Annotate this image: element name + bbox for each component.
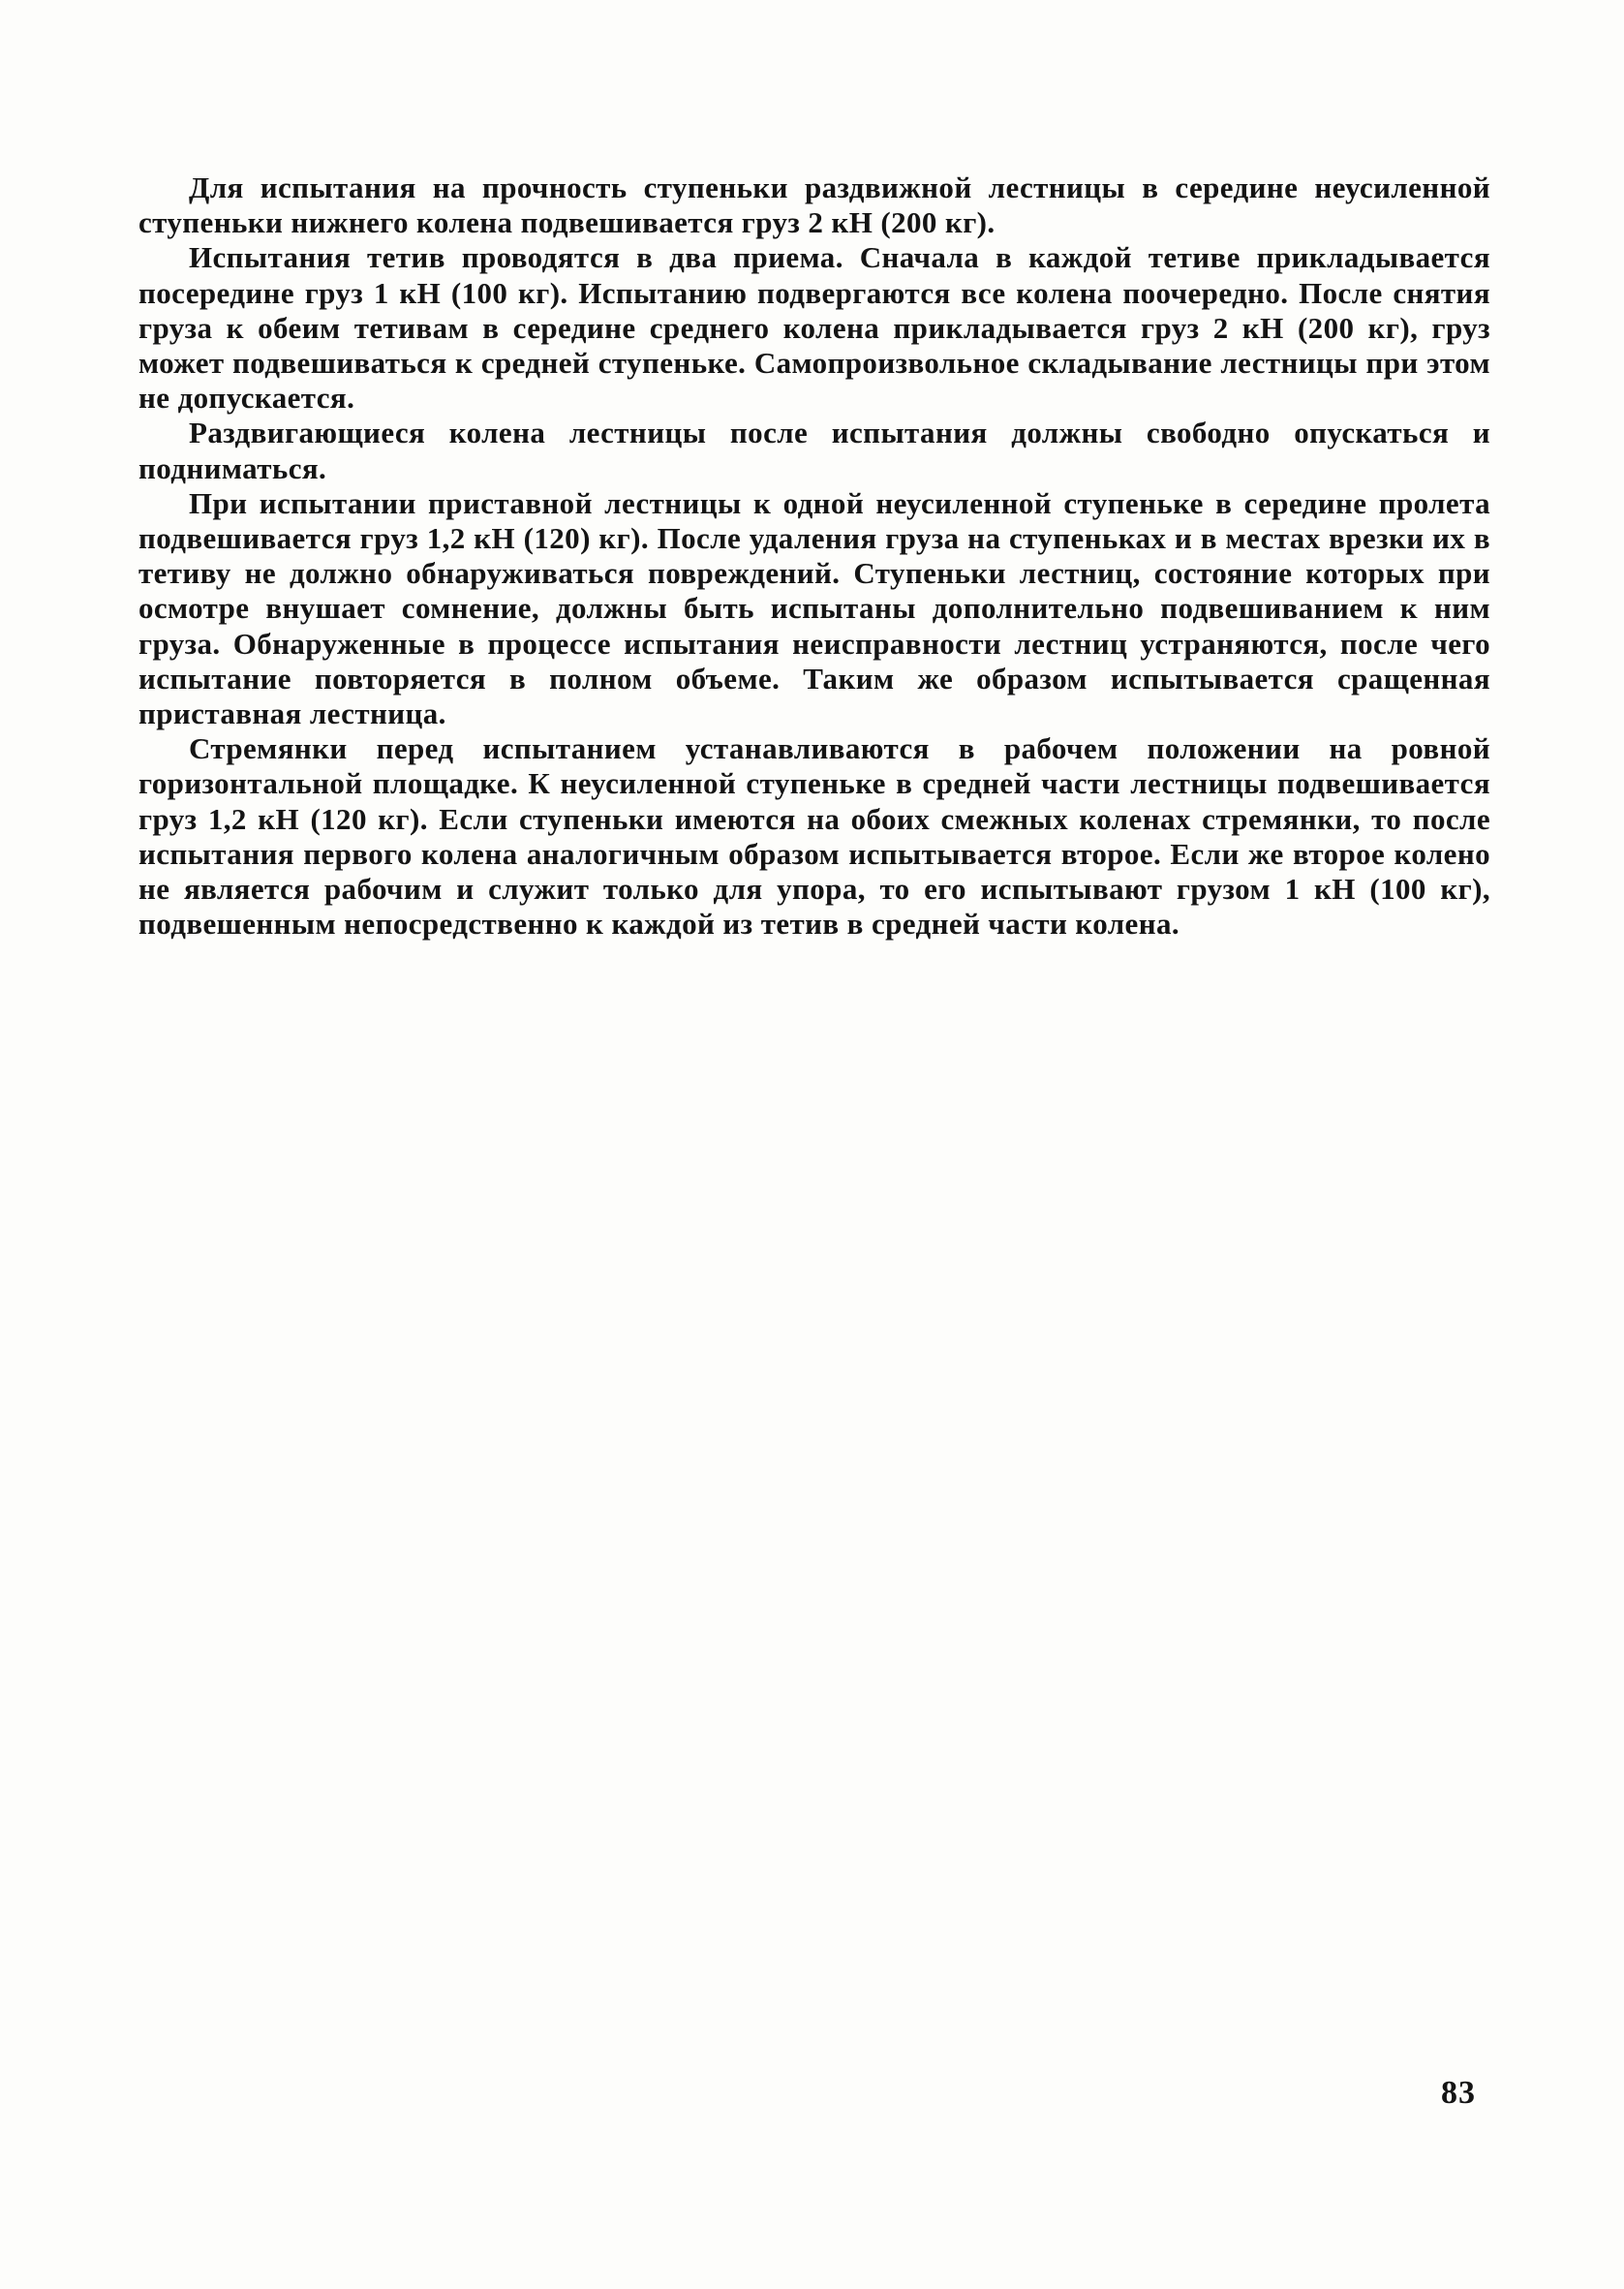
body-text	[138, 170, 1490, 942]
paragraph-leaning-ladder-test: При испытании приставной лестницы к одной неусиленной ступеньке в середине пролета подвешивается груз 1,2 кН (120) кг). После удаления груза на ступеньках и в местах врезки их в тетиву не должно обнаруживаться повреждений. Ступеньки лестниц, состояние которых при осмотре внушает сомнение, должны быть испытаны дополнительно подвешиванием к ним груза. Обнаруженные в процессе испытания неисправности лестниц устраняются, после чего испытание повторяется в полном объеме. Таким же образом испытывается сращенная приставная лестница.	[138, 485, 1490, 731]
paragraph-stringer-test: Испытания тетив проводятся в два приема. Сначала в каждой тетиве прикладывается посередине груз 1 кН (100 кг). Испытанию подвергаются все колена поочередно. После снятия груза к обеим тетивам в середине среднего колена прикладывается груз 2 кН (200 кг), груз может подвешиваться к средней ступеньке. Самопроизвольное складывание лестницы при этом не допускается.	[138, 240, 1490, 416]
paragraph-extension-sections: Раздвигающиеся колена лестницы после испытания должны свободно опускаться и подниматься.	[138, 416, 1490, 485]
paragraph-step-test: Для испытания на прочность ступеньки раздвижной лестницы в середине неусиленной ступеньки нижнего колена подвешивается груз 2 кН (200 кг).	[138, 170, 1490, 240]
paragraph-stepladder-test: Стремянки перед испытанием устанавливаются в рабочем положении на ровной горизонтальной площадке. К неусиленной ступеньке в средней части лестницы подвешивается груз 1,2 кН (120 кг). Если ступеньки имеются на обоих смежных коленах стремянки, то после испытания первого колена аналогичным образом испытывается второе. Если же второе колено не является рабочим и служит только для упора, то его испытывают грузом 1 кН (100 кг), подвешенным непосредственно к каждой из тетив в средней части колена.	[138, 731, 1490, 942]
page-number: 83	[1441, 2075, 1476, 2111]
